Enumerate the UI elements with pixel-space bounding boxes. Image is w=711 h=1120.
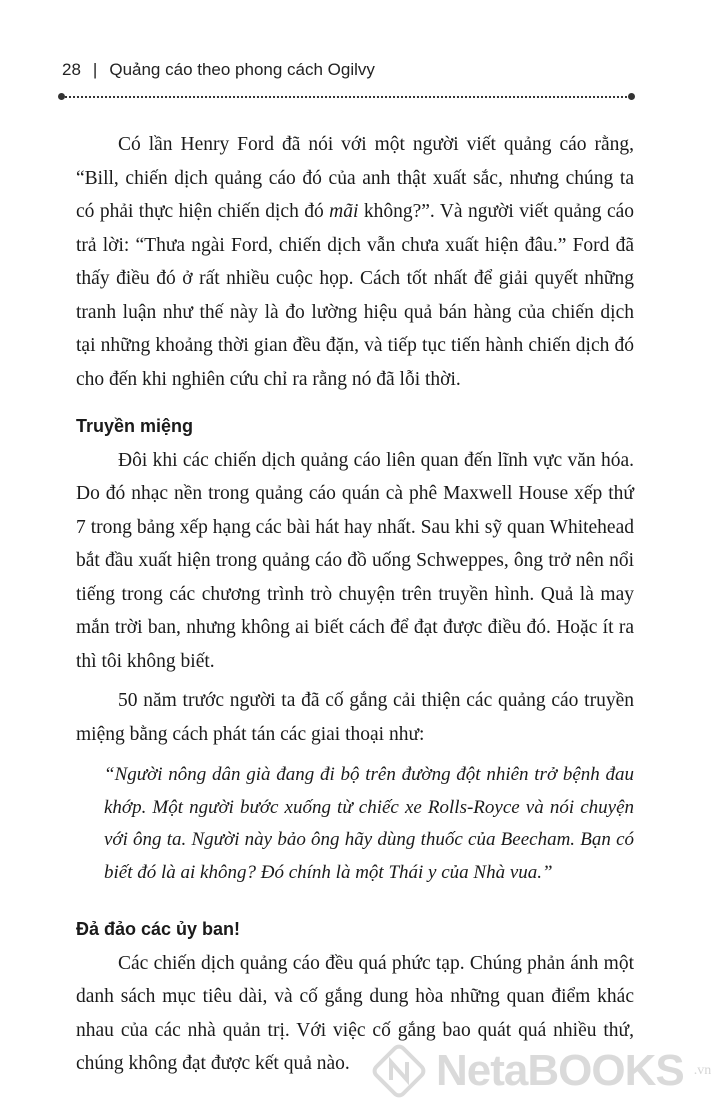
paragraph-ford-text-2: không?”. Và người viết quảng cáo trả lời: “Thưa ngài Ford, chiến dịch vẫn chưa xuất hiện đâu.” Ford đã thấy điều đó ở rất nhiều cuộc họp. Cách tốt nhất để giải quyết những tranh luận như thế này là đo lường hiệu quả bán hàng của chiến dịch tại những khoảng thời gian đều đặn, và tiếp tục tiến hành chiến dịch đó cho đến khi nghiên cứu chỉ ra rằng nó đã lỗi thời. xyxy=(76,201,634,390)
divider-right-dot xyxy=(628,93,635,100)
header-divider xyxy=(62,96,634,98)
page-content xyxy=(76,128,634,1081)
paragraph-culture: Đôi khi các chiến dịch quảng cáo liên quan đến lĩnh vực văn hóa. Do đó nhạc nền trong quảng cáo quán cà phê Maxwell House xếp thứ 7 trong bảng xếp hạng các bài hát hay nhất. Sau khi sỹ quan Whitehead bắt đầu xuất hiện trong quảng cáo đồ uống Schweppes, ông trở nên nổi tiếng trong các chương trình trò chuyện trên truyền hình. Quả là may mắn trời ban, nhưng không ai biết cách để đạt được điều đó. Hoặc ít ra thì tôi không biết. xyxy=(76,449,634,672)
netabooks-logo-icon xyxy=(372,1044,426,1098)
watermark-logo xyxy=(372,1044,711,1098)
paragraph-anecdotes: 50 năm trước người ta đã cố gắng cải thiện các quảng cáo truyền miệng bằng cách phát tán các giai thoại như: xyxy=(76,690,634,745)
running-header xyxy=(62,60,375,80)
divider-left-dot xyxy=(58,93,65,100)
running-title: Quảng cáo theo phong cách Ogilvy xyxy=(109,60,375,79)
paragraph-ford-emphasis: mãi xyxy=(329,201,359,222)
quote-beecham: “Người nông dân già đang đi bộ trên đường đột nhiên trở bệnh đau khớp. Một người bước xuống từ chiếc xe Rolls-Royce và nói chuyện với ông ta. Người này bảo ông hãy dùng thuốc của Beecham. Bạn có biết đó là ai không? Đó chính là một Thái y của Nhà vua.” xyxy=(104,764,634,883)
watermark-suffix: .vn xyxy=(693,1063,711,1078)
paragraph-complexity: Các chiến dịch quảng cáo đều quá phức tạp. Chúng phản ánh một danh sách mục tiêu dài, và cố gắng dung hòa những quan điểm khác nhau của các nhà quản trị. Với việc cố gắng bao quát quá nhiều thứ, chúng không đạt được kết quả nào. xyxy=(76,952,634,1074)
page-number: 28 xyxy=(62,60,81,79)
heading-committees: Đả đảo các ủy ban! xyxy=(76,919,241,939)
header-separator: | xyxy=(92,60,98,79)
heading-word-of-mouth: Truyền miệng xyxy=(76,416,194,436)
paragraph-ford xyxy=(76,128,634,396)
paragraph-ford-text-1: Có lần Henry Ford đã nói với một người viết quảng cáo rằng, “Bill, chiến dịch quảng cáo đó của anh thật xuất sắc, nhưng chúng ta có phải thực hiện chiến dịch đó xyxy=(76,134,634,222)
watermark-brand: NetaBOOKS xyxy=(436,1046,684,1095)
